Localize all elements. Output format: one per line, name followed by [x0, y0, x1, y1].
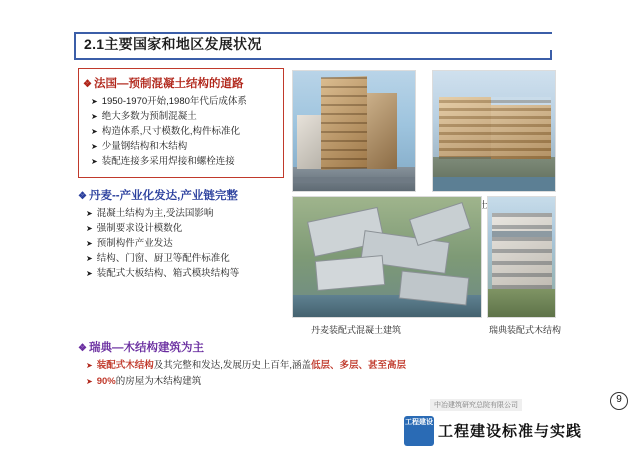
- page-number: 9: [610, 392, 628, 410]
- list-item: ➤ 结构、门窗、厨卫等配件标准化: [86, 253, 230, 264]
- content-left-column: [78, 68, 288, 283]
- company-strip: 中冶建筑研究总院有限公司: [430, 399, 522, 411]
- denmark-concrete-modular-building-image: [432, 70, 556, 192]
- slide-footer: [0, 394, 640, 452]
- arrow-bullet-icon: ➤: [86, 239, 93, 248]
- list-item: ➤ 绝大多数为预制混凝土: [91, 111, 197, 122]
- sweden-prefab-wood-structure-image: [487, 196, 556, 318]
- list-item: ➤ 构造体系,尺寸模数化,构件标准化: [91, 126, 240, 137]
- arrow-bullet-icon: ➤: [91, 157, 98, 166]
- section-france: [78, 68, 284, 178]
- section-sweden: [78, 339, 548, 393]
- title-bottom-rule: [74, 58, 552, 60]
- section-france-heading: ❖ 法国—预制混凝土结构的道路: [83, 78, 244, 90]
- arrow-bullet-icon: ➤: [91, 112, 98, 121]
- diamond-bullet-icon: ❖: [83, 79, 92, 90]
- list-item: ➤ 强制要求设计模数化: [86, 223, 183, 234]
- diamond-bullet-icon: ❖: [78, 343, 87, 354]
- arrow-bullet-icon: ➤: [91, 142, 98, 151]
- arrow-bullet-icon: ➤: [86, 269, 93, 278]
- list-item: ➤ 装配式大板结构、箱式模块结构等: [86, 268, 240, 279]
- list-item: ➤ 少量钢结构和木结构: [91, 141, 188, 152]
- arrow-bullet-icon: ➤: [86, 224, 93, 233]
- list-item: ➤ 装配式木结构及其完整和发达,发展历史上百年,涵盖低层、多层、甚至高层: [86, 360, 407, 371]
- list-item: ➤ 预制构件产业发达: [86, 238, 173, 249]
- section-denmark-heading: ❖ 丹麦--产业化发达,产业链完整: [78, 190, 238, 202]
- list-item: ➤ 1950-1970开始,1980年代后成体系: [91, 96, 247, 107]
- denmark-prefab-concrete-aerial-image: [292, 196, 482, 318]
- list-item: ➤ 90%的房屋为木结构建筑: [86, 376, 202, 388]
- arrow-bullet-icon: ➤: [91, 97, 98, 106]
- image-caption: 瑞典装配式木结构: [489, 325, 562, 335]
- section-sweden-heading: ❖ 瑞典—木结构建筑为主: [78, 342, 204, 354]
- page-title: 2.1主要国家和地区发展状况: [84, 36, 262, 52]
- arrow-bullet-icon: ➤: [91, 127, 98, 136]
- brand-text: 工程建设标准与实践: [438, 423, 583, 440]
- diamond-bullet-icon: ❖: [78, 191, 87, 202]
- slide-title-wrap: [74, 32, 314, 58]
- arrow-bullet-icon: ➤: [86, 361, 93, 370]
- arrow-bullet-icon: ➤: [86, 377, 93, 387]
- arrow-bullet-icon: ➤: [86, 209, 93, 218]
- arrow-bullet-icon: ➤: [86, 254, 93, 263]
- wechat-logo-icon: 工程建设: [404, 416, 434, 446]
- list-item: ➤ 装配连接多采用焊接和螺栓连接: [91, 156, 235, 167]
- image-caption: 丹麦装配式混凝土建筑: [311, 325, 402, 335]
- section-denmark: [78, 187, 284, 280]
- french-modular-building-image: [292, 70, 416, 192]
- list-item: ➤ 混凝土结构为主,受法国影响: [86, 208, 214, 219]
